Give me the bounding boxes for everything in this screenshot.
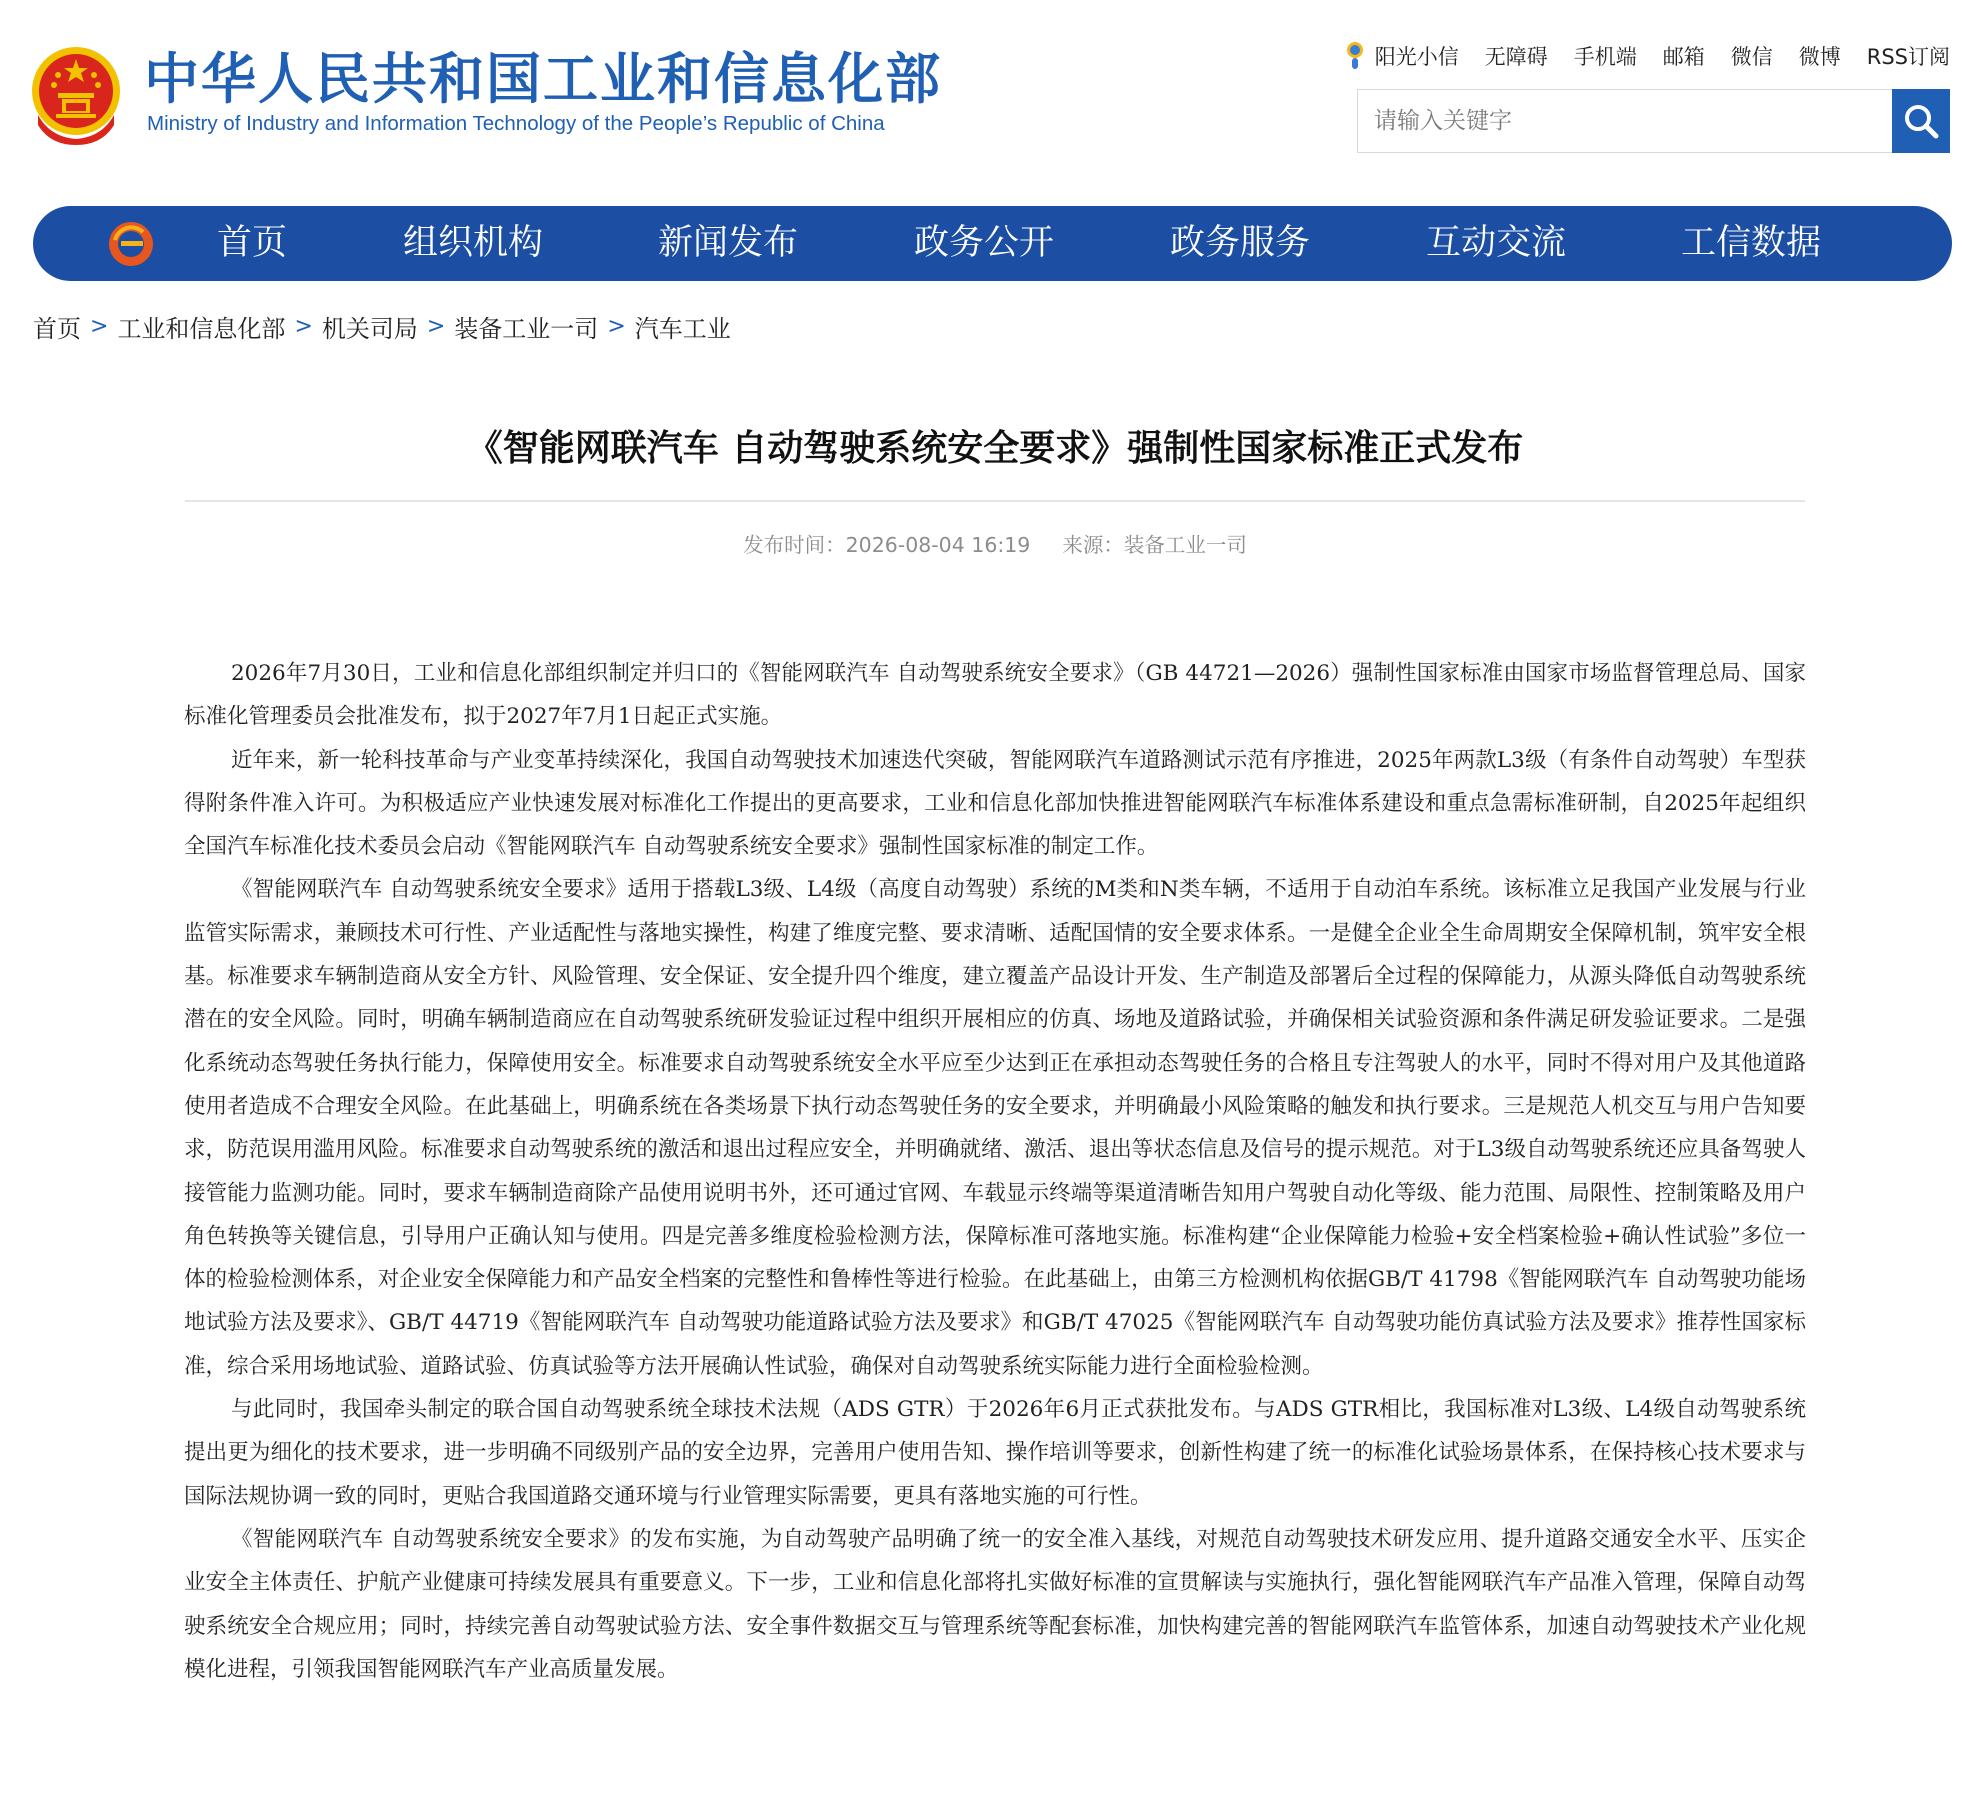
article-body [184, 652, 1806, 1691]
ministry-e-logo-icon[interactable] [105, 218, 157, 270]
link-weibo[interactable]: 微博 [1798, 45, 1841, 69]
breadcrumb-separator: > [294, 314, 313, 339]
nav-data[interactable]: 工信数据 [1680, 223, 1822, 263]
publish-time: 发布时间：2026-08-04 16:19 [743, 533, 1031, 557]
link-rss[interactable]: RSS订阅 [1866, 45, 1950, 69]
link-mobile[interactable]: 手机端 [1573, 45, 1637, 69]
title-divider [185, 500, 1805, 502]
article-paragraph: 《智能网联汽车 自动驾驶系统安全要求》适用于搭载L3级、L4级（高度自动驾驶）系统的M类和N类车辆，不适用于自动泊车系统。该标准立足我国产业发展与行业监管实际需求，兼顾技术可行性、产业适配性与落地实操性，构建了维度完整、要求清晰、适配国情的安全要求体系。一是健全企业全生命周期安全保障机制，筑牢安全根基。标准要求车辆制造商从安全方针、风险管理、安全保证、安全提升四个维度，建立覆盖产品设计开发、生产制造及部署后全过程的保障能力，从源头降低自动驾驶系统潜在的安全风险。同时，明确车辆制造商应在自动驾驶系统研发验证过程中组织开展相应的仿真、场地及道路试验，并确保相关试验资源和条件满足研发验证要求。二是强化系统动态驾驶任务执行能力，保障使用安全。标准要求自动驾驶系统安全水平应至少达到正在承担动态驾驶任务的合格且专注驾驶人的水平，同时不得对用户及其他道路使用者造成不合理安全风险。在此基础上，明确系统在各类场景下执行动态驾驶任务的安全要求，并明确最小风险策略的触发和执行要求。三是规范人机交互与用户告知要求，防范误用滥用风险。标准要求自动驾驶系统的激活和退出过程应安全，并明确就绪、激活、退出等状态信息及信号的提示规范。对于L3级自动驾驶系统还应具备驾驶人接管能力监测功能。同时，要求车辆制造商除产品使用说明书外，还可通过官网、车载显示终端等渠道清晰告知用户驾驶自动化等级、能力范围、局限性、控制策略及用户角色转换等关键信息，引导用户正确认知与使用。四是完善多维度检验检测方法，保障标准可落地实施。标准构建“企业保障能力检验+安全档案检验+确认性试验”多位一体的检验检测体系，对企业安全保障能力和产品安全档案的完整性和鲁棒性等进行检验。在此基础上，由第三方检测机构依据GB/T 41798《智能网联汽车 自动驾驶功能场地试验方法及要求》、GB/T 44719《智能网联汽车 自动驾驶功能道路试验方法及要求》和GB/T 47025《智能网联汽车 自动驾驶功能仿真试验方法及要求》推荐性国家标准，综合采用场地试验、道路试验、仿真试验等方法开展确认性试验，确保对自动驾驶系统实际能力进行全面检验检测。 [184, 877, 1806, 1379]
breadcrumb-equipment-dept[interactable]: 装备工业一司 [454, 315, 599, 343]
article-title: 《智能网联汽车 自动驾驶系统安全要求》强制性国家标准正式发布 [466, 428, 1524, 469]
nav-home[interactable]: 首页 [216, 223, 288, 263]
nav-organization[interactable]: 组织机构 [402, 223, 544, 263]
link-wechat[interactable]: 微信 [1730, 45, 1773, 69]
sun-mascot-icon[interactable] [1343, 40, 1367, 72]
site-title-cn: 中华人民共和国工业和信息化部 [144, 47, 943, 111]
breadcrumb-separator: > [426, 314, 446, 339]
top-links [1343, 40, 1950, 72]
breadcrumb-separator: > [90, 314, 109, 339]
breadcrumb [33, 309, 731, 344]
link-mailbox[interactable]: 邮箱 [1662, 45, 1705, 69]
article-paragraph: 与此同时，我国牵头制定的联合国自动驾驶系统全球技术法规（ADS GTR）于2026年6月正式获批发布。与ADS GTR相比，我国标准对L3级、L4级自动驾驶系统提出更为细化的技术要求，进一步明确不同级别产品的安全边界，完善用户使用告知、操作培训等要求，创新性构建了统一的标准化试验场景体系，在保持核心技术要求与国际法规协调一致的同时，更贴合我国道路交通环境与行业管理实际需要，更具有落地实施的可行性。 [184, 1397, 1806, 1509]
national-emblem-icon [30, 45, 122, 145]
article-paragraph: 2026年7月30日，工业和信息化部组织制定并归口的《智能网联汽车 自动驾驶系统安全要求》（GB 44721—2026）强制性国家标准由国家市场监督管理总局、国家标准化管理委员会批准发布，拟于2027年7月1日起正式实施。 [184, 661, 1806, 730]
article-paragraph: 《智能网联汽车 自动驾驶系统安全要求》的发布实施，为自动驾驶产品明确了统一的安全准入基线，对规范自动驾驶技术研发应用、提升道路交通安全水平、压实企业安全主体责任、护航产业健康可持续发展具有重要意义。下一步，工业和信息化部将扎实做好标准的宣贯解读与实施执行，强化智能网联汽车产品准入管理，保障自动驾驶系统安全合规应用；同时，持续完善自动驾驶试验方法、安全事件数据交互与管理系统等配套标准，加快构建完善的智能网联汽车监管体系，加速自动驾驶技术产业化规模化进程，引领我国智能网联汽车产业高质量发展。 [184, 1526, 1806, 1682]
link-sunshine[interactable]: 阳光小信 [1374, 45, 1459, 69]
nav-gov-affairs[interactable]: 政务公开 [913, 223, 1055, 263]
breadcrumb-home[interactable]: 首页 [33, 315, 81, 343]
breadcrumb-departments[interactable]: 机关司局 [321, 315, 418, 343]
breadcrumb-separator: > [607, 314, 626, 339]
search-input[interactable] [1358, 90, 1888, 152]
search-button[interactable] [1892, 89, 1950, 153]
article-meta [185, 528, 1805, 558]
site-title-en: Ministry of Industry and Information Technology of the People’s Republic of China [147, 112, 885, 135]
link-accessibility[interactable]: 无障碍 [1484, 45, 1548, 69]
article-source: 来源：装备工业一司 [1062, 533, 1247, 557]
search-box [1357, 89, 1950, 153]
nav-interaction[interactable]: 互动交流 [1425, 223, 1567, 263]
breadcrumb-ministry[interactable]: 工业和信息化部 [117, 315, 286, 343]
nav-news[interactable]: 新闻发布 [657, 223, 799, 263]
article-paragraph: 近年来，新一轮科技革命与产业变革持续深化，我国自动驾驶技术加速迭代突破，智能网联汽车道路测试示范有序推进，2025年两款L3级（有条件自动驾驶）车型获得附条件准入许可。为积极适应产业快速发展对标准化工作提出的更高要求，工业和信息化部加快推进智能网联汽车标准体系建设和重点急需标准研制，自2025年起组织全国汽车标准化技术委员会启动《智能网联汽车 自动驾驶系统安全要求》强制性国家标准的制定工作。 [184, 747, 1806, 860]
nav-gov-services[interactable]: 政务服务 [1169, 223, 1311, 263]
search-icon [1902, 102, 1940, 140]
breadcrumb-auto-industry[interactable]: 汽车工业 [634, 315, 731, 343]
main-nav [33, 206, 1952, 281]
